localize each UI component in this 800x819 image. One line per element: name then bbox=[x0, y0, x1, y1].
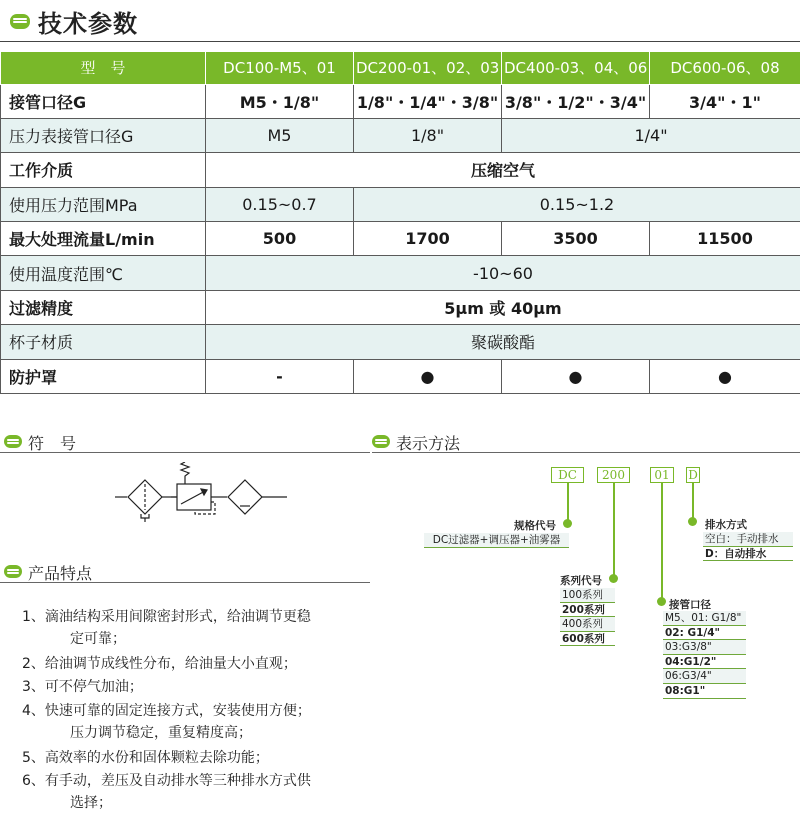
table-cell: 1/8"・1/4"・3/8" bbox=[354, 84, 502, 118]
row-label: 过滤精度 bbox=[1, 290, 206, 324]
feature-item bbox=[22, 770, 311, 814]
section-divider bbox=[0, 582, 370, 583]
port-size-label: 接管口径 bbox=[669, 599, 711, 611]
code-box-drain: D bbox=[686, 467, 700, 483]
row-label: 使用压力范围MPa bbox=[1, 187, 206, 221]
connector-line bbox=[567, 483, 569, 523]
spec-code-label: 规格代号 bbox=[514, 520, 556, 532]
feature-text: 定可靠； bbox=[70, 631, 126, 647]
table-header-row bbox=[1, 52, 800, 84]
table-row bbox=[1, 222, 800, 256]
feature-item bbox=[22, 606, 311, 650]
table-row bbox=[1, 256, 800, 290]
brand-logo-icon bbox=[372, 435, 390, 448]
feature-item bbox=[22, 653, 297, 675]
feature-number: 2、 bbox=[22, 656, 45, 672]
brand-logo-icon bbox=[10, 14, 30, 29]
series-code-label: 系列代号 bbox=[560, 575, 602, 587]
feature-item bbox=[22, 700, 311, 744]
table-row bbox=[1, 290, 800, 324]
table-cell: 1700 bbox=[354, 222, 502, 256]
spec-table bbox=[0, 52, 800, 394]
table-cell: 0.15~0.7 bbox=[206, 187, 354, 221]
connector-dot bbox=[688, 517, 697, 526]
code-box-port: 01 bbox=[650, 467, 674, 483]
model-header-cell: DC600-06、08 bbox=[650, 52, 800, 84]
feature-text: 给油调节成线性分布，给油量大小直观； bbox=[44, 656, 297, 672]
option-item: DC过滤器+调压器+油雾器 bbox=[424, 533, 569, 548]
feature-text: 高效率的水份和固体颗粒去除功能； bbox=[44, 750, 269, 766]
table-cell: 5μm 或 40μm bbox=[206, 290, 800, 324]
connector-dot bbox=[657, 597, 666, 606]
row-label: 接管口径G bbox=[1, 84, 206, 118]
table-cell: ● bbox=[650, 359, 800, 393]
feature-number: 5、 bbox=[22, 750, 45, 766]
feature-number: 3、 bbox=[22, 679, 45, 695]
model-header-label: 型 号 bbox=[1, 52, 206, 84]
option-item: 03:G3/8" bbox=[663, 640, 746, 655]
row-label: 最大处理流量L/min bbox=[1, 222, 206, 256]
port-size-options bbox=[663, 611, 746, 699]
code-box-series: 200 bbox=[597, 467, 630, 483]
option-item: 400系列 bbox=[560, 617, 615, 632]
table-cell: -10~60 bbox=[206, 256, 800, 290]
table-row bbox=[1, 118, 800, 152]
table-cell: 0.15~1.2 bbox=[354, 187, 800, 221]
symbol-section-title: 符 号 bbox=[28, 434, 77, 453]
feature-number: 1、 bbox=[22, 609, 45, 625]
row-label: 杯子材质 bbox=[1, 325, 206, 359]
table-cell: 1/8" bbox=[354, 118, 502, 152]
connector-line bbox=[661, 483, 663, 601]
feature-text: 选择； bbox=[70, 795, 112, 811]
table-row bbox=[1, 187, 800, 221]
table-cell: 3/4"・1" bbox=[650, 84, 800, 118]
connector-line bbox=[613, 483, 615, 578]
option-item: 08:G1" bbox=[663, 684, 746, 699]
drain-options bbox=[703, 532, 793, 561]
feature-number: 4、 bbox=[22, 703, 45, 719]
option-item: 02: G1/4" bbox=[663, 626, 746, 641]
feature-item bbox=[22, 676, 143, 698]
model-header-cell: DC100-M5、01 bbox=[206, 52, 354, 84]
spec-code-options bbox=[424, 533, 569, 548]
table-cell: 1/4" bbox=[502, 118, 800, 152]
brand-logo-icon bbox=[4, 565, 22, 578]
row-label: 使用温度范围℃ bbox=[1, 256, 206, 290]
table-cell: 压缩空气 bbox=[206, 153, 800, 187]
row-label: 压力表接管口径G bbox=[1, 118, 206, 152]
table-cell: 500 bbox=[206, 222, 354, 256]
drain-label: 排水方式 bbox=[705, 519, 747, 531]
table-cell: ● bbox=[502, 359, 650, 393]
feature-number: 6、 bbox=[22, 773, 45, 789]
row-label: 防护罩 bbox=[1, 359, 206, 393]
option-item: 空白：手动排水 bbox=[703, 532, 793, 547]
feature-text: 快速可靠的固定连接方式，安装使用方便； bbox=[44, 703, 311, 719]
option-item: 06:G3/4" bbox=[663, 669, 746, 684]
series-code-options bbox=[560, 588, 615, 646]
brand-logo-icon bbox=[4, 435, 22, 448]
table-cell: 3/8"・1/2"・3/4" bbox=[502, 84, 650, 118]
table-row bbox=[1, 359, 800, 393]
table-cell: 聚碳酸酯 bbox=[206, 325, 800, 359]
features-section-title: 产品特点 bbox=[28, 564, 93, 583]
section-divider bbox=[372, 452, 800, 453]
feature-text: 压力调节稳定，重复精度高； bbox=[70, 725, 252, 741]
model-header-cell: DC400-03、04、06 bbox=[502, 52, 650, 84]
feature-text: 滴油结构采用间隙密封形式，给油调节更稳 bbox=[44, 609, 311, 625]
connector-dot bbox=[563, 519, 572, 528]
table-row bbox=[1, 153, 800, 187]
option-item: M5、01: G1/8" bbox=[663, 611, 746, 626]
table-row bbox=[1, 325, 800, 359]
option-item: 100系列 bbox=[560, 588, 615, 603]
table-cell: M5 bbox=[206, 118, 354, 152]
frl-symbol-diagram bbox=[115, 462, 290, 532]
table-cell: 3500 bbox=[502, 222, 650, 256]
option-item: 200系列 bbox=[560, 603, 615, 618]
option-item: D：自动排水 bbox=[703, 547, 793, 562]
page-title: 技术参数 bbox=[38, 10, 138, 38]
feature-text: 可不停气加油； bbox=[44, 679, 143, 695]
option-item: 04:G1/2" bbox=[663, 655, 746, 670]
notation-section-title: 表示方法 bbox=[396, 434, 461, 453]
option-item: 600系列 bbox=[560, 632, 615, 647]
section-divider bbox=[0, 452, 370, 453]
table-cell: ● bbox=[354, 359, 502, 393]
table-row bbox=[1, 84, 800, 118]
model-header-cell: DC200-01、02、03 bbox=[354, 52, 502, 84]
feature-text: 有手动，差压及自动排水等三种排水方式供 bbox=[44, 773, 311, 789]
code-box-model: DC bbox=[551, 467, 584, 483]
row-label: 工作介质 bbox=[1, 153, 206, 187]
table-cell: - bbox=[206, 359, 354, 393]
title-divider bbox=[0, 41, 800, 42]
table-cell: M5・1/8" bbox=[206, 84, 354, 118]
connector-dot bbox=[609, 574, 618, 583]
feature-item bbox=[22, 747, 269, 769]
table-cell: 11500 bbox=[650, 222, 800, 256]
